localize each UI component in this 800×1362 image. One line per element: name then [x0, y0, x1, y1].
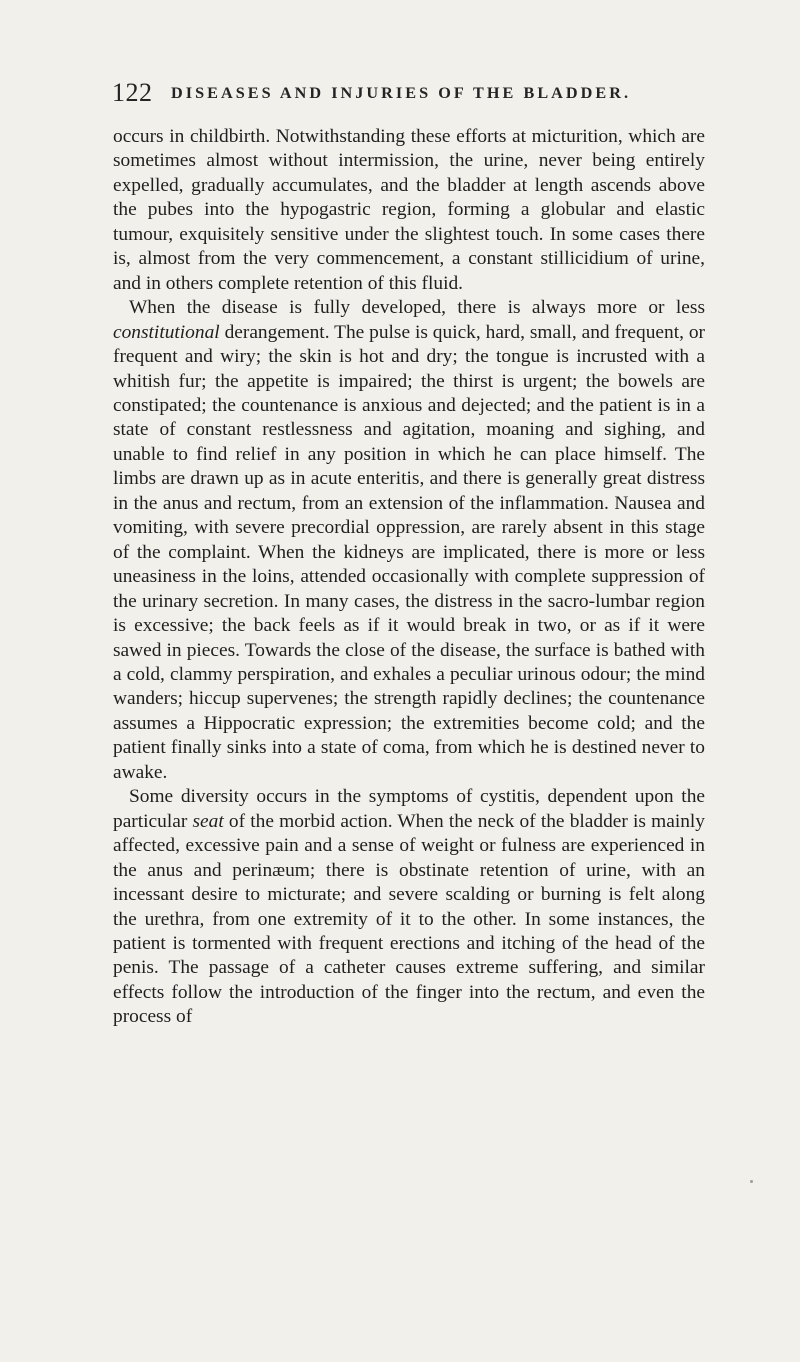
paragraph-3-rest: of the morbid action. When the neck of the bladder is mainly affected, excessive pain and a sense of weight or fulness are experienced in the anus and perinæum; there is obstinate retention of urine, with an incessant desire to micturate; and severe scalding or burning is felt along the urethra, from one extremity of it to the other. In some instances, the patient is tormented with frequent erections and itching of the head of the penis. The passage of a catheter causes extreme suffering, and similar effects follow the introduction of the finger into the rectum, and even the process of	[113, 810, 705, 1028]
paragraph-1: occurs in childbirth. Notwithstanding these efforts at micturition, which are sometimes almost without intermission, the urine, never being entirely expelled, gradually accumulates, and the bladder at length ascends above the pubes into the hypogastric region, forming a globular and elastic tumour, exquisitely sensitive under the slightest touch. In some cases there is, almost from the very commencement, a constant stillicidium of urine, and in others complete retention of this fluid.	[113, 126, 705, 294]
running-title: DISEASES AND INJURIES OF THE BLADDER.	[171, 84, 632, 102]
page-number: 122	[112, 78, 153, 107]
paper-speck	[750, 1180, 753, 1183]
paragraph-3	[113, 785, 705, 1030]
page-header	[112, 78, 702, 112]
body-text	[113, 125, 705, 1030]
paragraph-3-emphasis: seat	[192, 810, 224, 832]
paragraph-2-rest: derangement. The pulse is quick, hard, small, and frequent, or frequent and wiry; the skin is hot and dry; the tongue is incrusted with a whitish fur; the appetite is impaired; the thirst is urgent; the bowels are constipated; the countenance is anxious and dejected; and the patient is in a state of constant restlessness and agitation, moaning and sighing, and unable to find relief in any position in which he can place himself. The limbs are drawn up as in acute enteritis, and there is generally great distress in the anus and rectum, from an extension of the inflammation. Nausea and vomiting, with severe precordial oppression, are rarely absent in this stage of the complaint. When the kidneys are implicated, there is more or less uneasiness in the loins, attended occasionally with complete suppression of the urinary secretion. In many cases, the distress in the sacro-lumbar region is excessive; the back feels as if it would break in two, or as if it were sawed in pieces. Towards the close of the disease, the surface is bathed with a cold, clammy perspiration, and exhales a peculiar urinous odour; the mind wanders; hiccup supervenes; the strength rapidly declines; the countenance assumes a Hippocratic expression; the extremities become cold; and the patient finally sinks into a state of coma, from which he is destined never to awake.	[113, 321, 705, 783]
paragraph-3-start: Some diversity occurs in the symptoms of cystitis, dependent upon the particular	[113, 786, 705, 832]
paragraph-2-start: When the disease is fully developed, there is always more or less	[129, 297, 705, 319]
paragraph-2-emphasis: constitutional	[113, 321, 220, 343]
paragraph-2	[113, 296, 705, 785]
